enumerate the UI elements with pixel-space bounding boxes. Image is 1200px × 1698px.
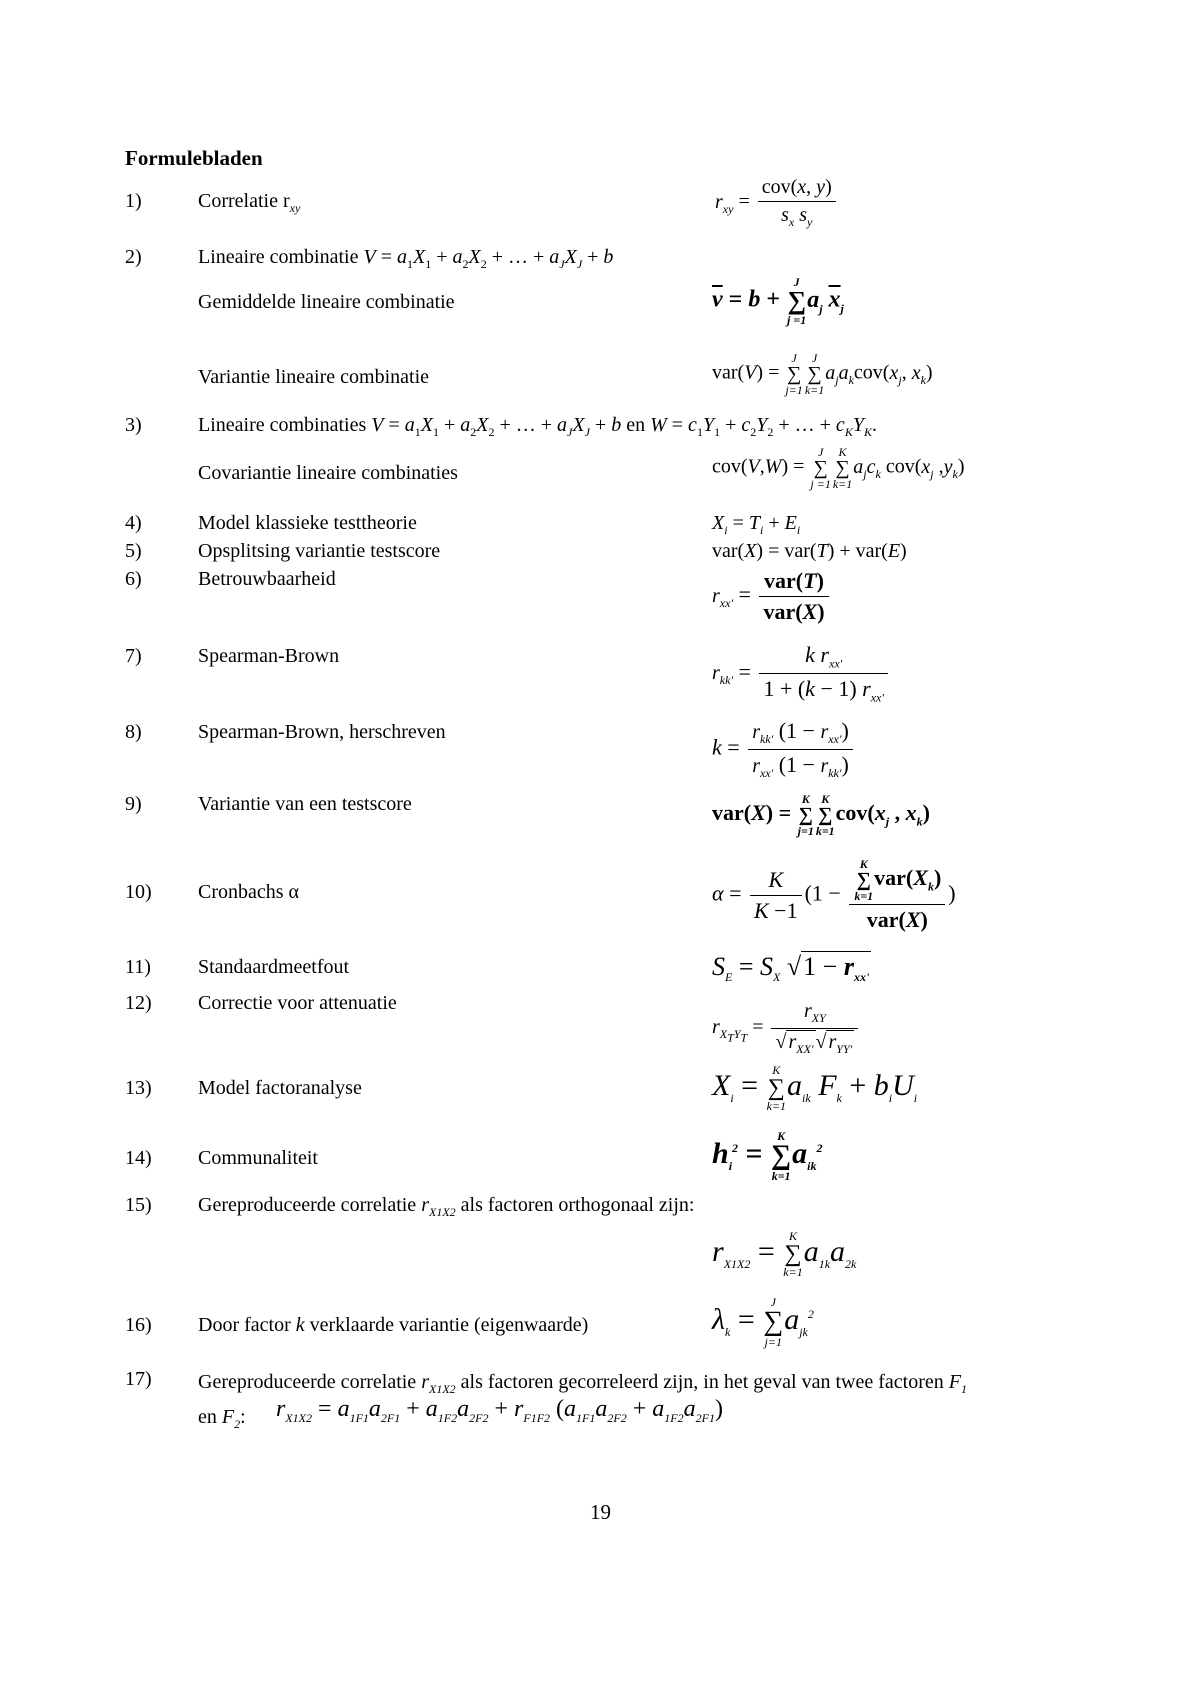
item-number: 8): [125, 721, 142, 743]
formula-classical-test-theory: $X_i = T_i + E_i$: [712, 512, 801, 537]
formula-variance-linear-combination: var(V) = J ∑ j=1 J ∑ k=1 $a_ja_kcov(x_j$, $x_k$): [712, 351, 933, 397]
item-label: Door factor k verklaarde variantie (eigenwaarde): [198, 1314, 589, 1336]
item-number: 11): [125, 956, 151, 978]
page-title: Formulebladen: [125, 146, 263, 170]
item-label: Cronbachs α: [198, 881, 300, 903]
item-label: Correctie voor attenuatie: [198, 992, 397, 1014]
item-label: Correlatie $r_{xy}$: [198, 190, 301, 215]
formula-spearman-brown: $r_{kk'}$ = $\frac{k r_{xx'}}{1 + (k - 1) r_{xx'}}$: [712, 642, 891, 706]
page-number: 19: [590, 1500, 611, 1524]
item-number: 9): [125, 793, 142, 815]
item-number: 6): [125, 568, 142, 590]
item-label: Betrouwbaarheid: [198, 568, 336, 590]
item-number: 7): [125, 645, 142, 667]
formula-reproduced-correlation-orthogonal: $r_{X1X2}$ = K ∑ k=1 $a_{1k}a_{2k}$: [712, 1229, 857, 1279]
item-number: 16): [125, 1314, 152, 1336]
item-number: 3): [125, 414, 142, 436]
item-number: 14): [125, 1147, 152, 1169]
item-label: Spearman-Brown, herschreven: [198, 721, 446, 743]
item-label: Variantie lineaire combinatie: [198, 366, 430, 388]
item-number: 12): [125, 992, 152, 1014]
item-label: Gereproduceerde correlatie $r_{X1X2}$ als factoren gecorreleerd zijn, in het geval van twee factoren $F_1$ en $F_2$:: [198, 1371, 967, 1431]
item-label: Variantie van een testscore: [198, 793, 412, 815]
formula-variance-testscore: var(X) = K ∑ j=1 K ∑ k=1 $cov(x_j$ , $x_k$): [712, 792, 930, 838]
item-number: 17): [125, 1368, 152, 1390]
formula-spearman-brown-rewritten: k = $\frac{r_{kk'} (1 - r_{xx'})}{r_{xx'} (1 - r_{kk'})}$: [712, 718, 856, 781]
item-label: Communaliteit: [198, 1147, 318, 1169]
formula-variance-split: var(X) = var(T) + var(E): [712, 540, 907, 562]
formula-covariance-linear-combinations: cov(V,W) = J ∑ j =1 K ∑ k=1 $a_jc_k$ $cov(x_j$ $,y_k$): [712, 445, 965, 491]
item-number: 2): [125, 246, 142, 268]
formula-communality: $h_i^2$ = K ∑ k=1 $a_{ik}^2$: [712, 1129, 823, 1183]
item-label: Lineaire combinatie $V = a_1X_1 + a_2X_2$ + … + $a_JX_J + b$: [198, 246, 614, 271]
formula-reproduced-correlation-correlated: $r_{X1X2} = a_{1F1}a_{2F1} + a_{1F2}a_{2F2} + r_{F1F2}$ $(a_{1F1}a_{2F2} + a_{1F2}a_{2F1})$: [276, 1396, 723, 1425]
item-label: Gereproduceerde correlatie $r_{X1X2}$ als factoren orthogonaal zijn:: [198, 1194, 695, 1219]
item-label: Standaardmeetfout: [198, 956, 350, 978]
formula-cronbach-alpha: α = $\frac{K}{K -1}$ (1 − K ∑ k=1 $var(X_k)$ var(X) ): [712, 857, 956, 932]
item-number: 1): [125, 190, 142, 212]
item-number: 13): [125, 1077, 152, 1099]
item-number: 4): [125, 512, 142, 534]
formula-standard-error: $S_E = S_X$ $√1 - r_{xx'}$: [712, 952, 870, 985]
item-label: Opsplitsing variantie testscore: [198, 540, 441, 562]
item-label: Gemiddelde lineaire combinatie: [198, 291, 455, 313]
item-number: 15): [125, 1194, 152, 1216]
item-number: 10): [125, 881, 152, 903]
formula-mean-linear-combination: $\overline{v} = b$ + J ∑ j =1 $a_j$ $\overline{x}_j$: [712, 275, 844, 327]
formula-correlation: $r_{xy}$ = $\frac{\text{cov(x, y)}}{s_x s_y}$: [715, 176, 839, 230]
item-label: Covariantie lineaire combinaties: [198, 462, 458, 484]
item-label: Lineaire combinaties $V = a_1X_1 + a_2X_2$ + … + $a_JX_J + b$ en $W = c_1Y_1 + c_2Y_2$ + … + $c_KY_K$.: [198, 414, 877, 439]
formula-reliability: $r_{xx'}$ = $\frac{\text{var(T)}}{\text{var(X)}}$: [712, 568, 832, 625]
item-label: Spearman-Brown: [198, 645, 340, 667]
formula-eigenvalue: $\lambda_k$ = J ∑ j=1 $a_{jk}^2$: [712, 1295, 814, 1349]
item-number: 5): [125, 540, 142, 562]
formula-attenuation-correction: $r_{X_TY_T}$ = $\frac{r_{XY}}{√ r_{XX'} √ r_{YY'}}$: [712, 1000, 861, 1057]
item-label: Model factoranalyse: [198, 1077, 362, 1099]
item-label: Model klassieke testtheorie: [198, 512, 417, 534]
formula-factor-model: $X_i$ = K ∑ k=1 $a_{ik}$ $F_k + b_iU_i$: [712, 1063, 918, 1113]
